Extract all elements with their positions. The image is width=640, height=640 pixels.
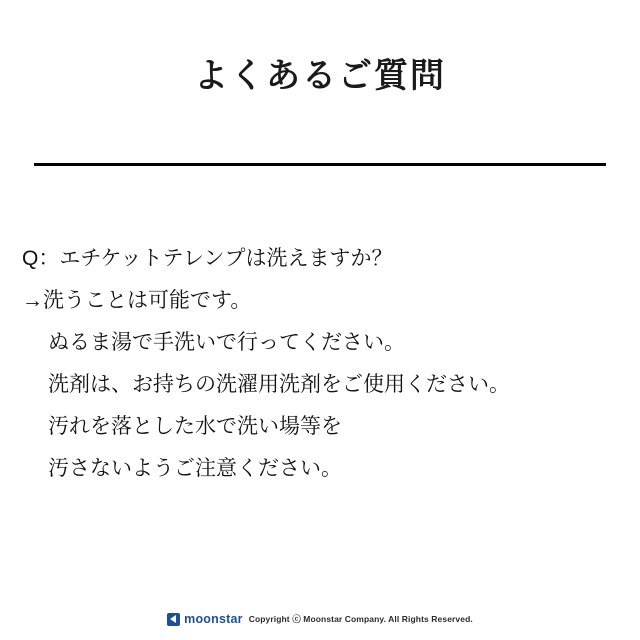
brand-logo-text: moonstar [184,612,243,626]
faq-body [22,238,622,490]
page-title: よくあるご質問 [194,57,446,95]
moonstar-play-icon [167,613,180,626]
brand-logo [167,612,243,626]
faq-line-detail-2: 洗剤は、お持ちの洗濯用洗剤をご使用ください。 [48,373,510,396]
copyright-text: Copyright ⓒ Moonstar Company. All Rights Reserved. [248,614,473,624]
faq-line-detail-4: 汚さないようご注意ください。 [48,457,342,480]
footer [0,612,640,626]
faq-line-detail-3: 汚れを落とした水で洗い場等を [48,415,342,438]
faq-line-detail-1: ぬるま湯で手洗いで行ってください。 [48,331,405,354]
faq-line-answer: →洗うことは可能です。 [22,289,252,312]
title-divider [34,163,606,166]
faq-line-question: Q：エチケットテレンプは洗えますか？ [22,247,393,270]
